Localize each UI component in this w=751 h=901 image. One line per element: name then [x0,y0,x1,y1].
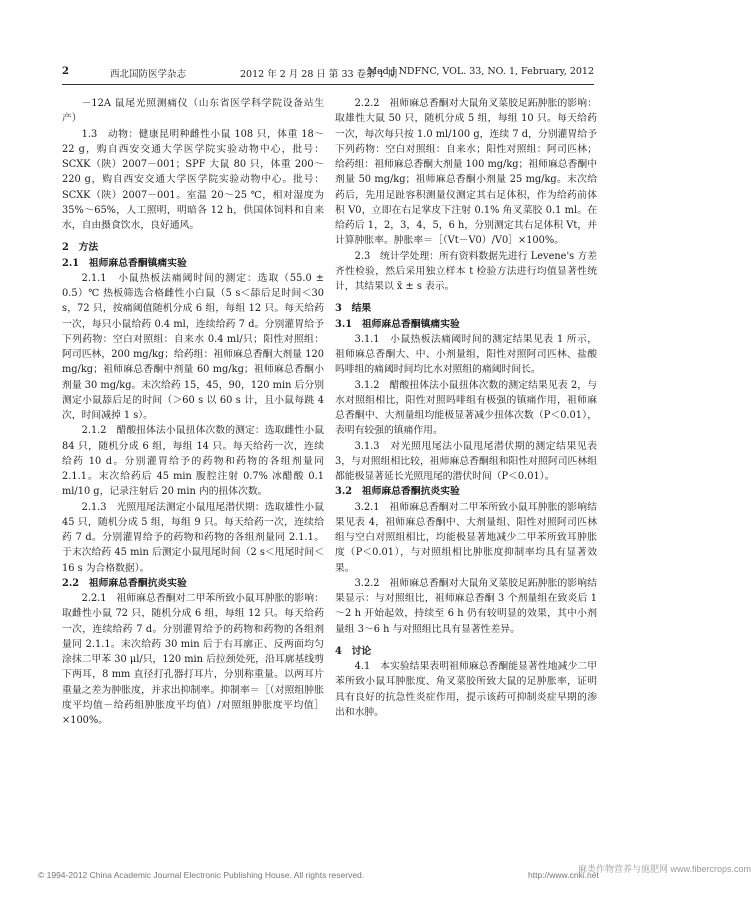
journal-name-en: Med J NDFNC, VOL. 33, NO. 1, February, 2012 [367,66,594,77]
subsection-heading-analgesic-results: 3.1 祖师麻总香酮镇痛实验 [335,318,460,330]
section-heading-results: 3 结果 [335,303,372,315]
left-column [62,96,324,728]
section-heading-methods: 2 方法 [62,242,99,254]
cnki-link[interactable]: http://www.cnki.net [528,870,599,880]
subsection-heading-anti-inflammatory: 2.2 祖师麻总香酮抗炎实验 [62,577,187,589]
paragraph-discussion: 4.1 本实验结果表明祖师麻总香酮能显著性地减少二甲苯所致小鼠耳肿胀度、角叉菜胶所致大鼠的足肿胀率，证明具有良好的抗急性炎症作用，提示该药可抑制炎症早期的渗出和水肿。 [335,661,597,718]
paragraph-result-tail-flick: 3.1.3 对光照甩尾法小鼠甩尾潜伏期的测定结果见表 3，与对照组相比较，祖师麻总香酮组和阳性对照阿司匹林组都能极显著延长光照甩尾的潜伏时间（P＜0.01）。 [335,440,597,482]
paragraph-result-paw-edema: 3.2.2 祖师麻总香酮对大鼠角叉菜胶足跖肿胀的影响结果显示：与对照组比，祖师麻总香酮 3 个剂量组在致炎后 1～2 h 开始起效，持续至 6 h 仍有较明显的效果，其中小剂量组 3～6 h 与对照组比具有显著性差异。 [335,577,597,635]
running-header [62,66,594,85]
paragraph-tail-flick: 2.1.3 光照甩尾法测定小鼠甩尾潜伏期：选取雄性小鼠 45 只，随机分成 5 组，每组 9 只。每天给药一次，连续给药 7 d。分别灌胃给予的药物和药物的各组剂量同 2.1.1。于末次给药 45 min 后测定小鼠甩尾时间（2 s＜甩尾时间＜16 s 为合格数据）。 [62,501,324,574]
paragraph-animals: 1.3 动物：健康昆明种雌性小鼠 108 只，体重 18～22 g，购自西安交通大学医学院实验动物中心，批号：SCXK（陕）2007－001；SPF 大鼠 80 只，体重 200～220 g，购自西安交通大学医学院实验动物中心。批号：SCXK（陕）2007－001。室温 20～25 ℃，相对湿度为 35%～65%，人工照明，明暗各 12 h，供国体饲料和自来水，自由摄食饮水，良好通风。 [62,128,324,231]
section-heading-discussion: 4 讨论 [335,645,372,657]
issue-date: 2012 年 2 月 28 日 第 33 卷第 1 期 [240,69,398,80]
right-column [335,96,597,720]
journal-name: 西北国防医学杂志 [110,69,187,80]
paragraph-ear-swelling: 2.2.1 祖师麻总香酮对二甲苯所致小鼠耳肿胀的影响：取雌性小鼠 72 只，随机分成 6 组，每组 12 只。每天给药一次，连续给药 7 d。分别灌胃给予的药物和药物的各组剂量同 2.1.1。末次给药 30 min 后于右耳廓正、反两面均匀涂抹二甲苯 30 μl/只，120 min 后拉颈处死，沿耳廓基线剪下两耳，8 mm 直径打孔器打耳片，分别称重量。以两耳片重量之差为肿胀度，并求出抑制率。抑制率＝［（对照组肿胀度平均值－给药组肿胀度平均值）/对照组肿胀度平均值］×100%。 [62,593,324,726]
watermark: 麻类作物营养与施肥网 www.fibercrops.com [578,864,751,874]
paragraph-result-hot-plate: 3.1.1 小鼠热板法痛阈时间的测定结果见表 1 所示，祖师麻总香酮大、中、小剂量组，阳性对照阿司匹林、盐酸吗啡组的痛阈时间均比水对照组的痛阈时间长。 [335,333,597,376]
paragraph-writhing: 2.1.2 醋酸扭体法小鼠扭体次数的测定：选取雌性小鼠 84 只，随机分成 6 组，每组 14 只。每天给药一次，连续给药 10 d。分别灌胃给予的药物和药物的各组剂量同 2.1.1。末次给药后 45 min 腹腔注射 0.7% 冰醋酸 0.1 ml/10 g，记录注射后 20 min 内的扭体次数。 [62,425,324,498]
paragraph-hot-plate: 2.1.1 小鼠热板法痛阈时间的测定：选取（55.0 ± 0.5）℃ 热板筛选合格雌性小白鼠（5 s＜舔后足时间＜30 s，72 只，按痛阈值随机分成 6 组，每组 12 只。每天给药一次，每只小鼠给药 0.4 ml，连续给药 7 d。分别灌胃给予下列药物：空白对照组：自来水 0.4 ml/只；阳性对照组：阿司匹林，200 mg/kg；给药组：祖师麻总香酮大剂量 120 mg/kg；祖师麻总香酮中剂量 60 mg/kg；祖师麻总香酮小剂量 30 mg/kg。末次给药 15，45，90，120 min 后分别测定小鼠舔后足的时间（＞60 s 以 60 s 计，且小鼠每跳 4 次，时间减掉 1 s）。 [62,272,324,421]
paragraph-result-writhing: 3.1.2 醋酸扭体法小鼠扭体次数的测定结果见表 2，与水对照组相比，阳性对照吗啡组有极强的镇痛作用，祖师麻总香酮中、大剂量组均能极显著减少扭体次数（P＜0.01），表明有较强的镇痛作用。 [335,379,597,437]
paragraph-equipment: －12A 鼠尾光照测痛仪（山东省医学科学院设备站生产） [62,98,324,125]
subsection-heading-analgesic: 2.1 祖师麻总香酮镇痛实验 [62,257,187,269]
paragraph-paw-edema: 2.2.2 祖师麻总香酮对大鼠角叉菜胶足跖肿胀的影响：取雄性大鼠 50 只，随机分成 5 组，每组 10 只。每天给药一次，每次每只按 1.0 ml/100 g，连续 7 d，分别灌胃给予下列药物：空白对照组：自来水；阳性对照组：阿司匹林；给药组：祖师麻总香酮大剂量 100 mg/kg；祖师麻总香酮中剂量 50 mg/kg；祖师麻总香酮小剂量 25 mg/kg。末次给药后，先用足趾容积测量仪测定其右足体积，作为给药前体积 V0，立即在右足掌皮下注射 0.1% 角叉菜胶 0.1 ml。在给药后 1，2，3，4，5，6 h，分别测定其右足体积 Vt，并计算肿胀率。肿胀率＝［（Vt－V0）/V0］×100%。 [335,98,597,247]
paragraph-result-ear-swelling: 3.2.1 祖师麻总香酮对二甲苯所致小鼠耳肿胀的影响结果见表 4，祖师麻总香酮中、大剂量组、阳性对照阿司匹林组与空白对照组相比，均能极显著地减少二甲苯所致耳肿胀度（P＜0.01），与对照组相比肿胀度抑制率均具有显著效果。 [335,501,597,574]
page-number: 2 [62,66,69,77]
paragraph-statistics: 2.3 统计学处理：所有资料数据先进行 Levene's 方差齐性检验，然后采用独立样本 t 检验方法进行均值显著性统计，其结果以 x̄ ± s 表示。 [335,250,597,292]
subsection-heading-anti-inflammatory-results: 3.2 祖师麻总香酮抗炎实验 [335,486,460,498]
copyright-notice: © 1994-2012 China Academic Journal Electronic Publishing House. All rights reserved. [38,870,365,880]
